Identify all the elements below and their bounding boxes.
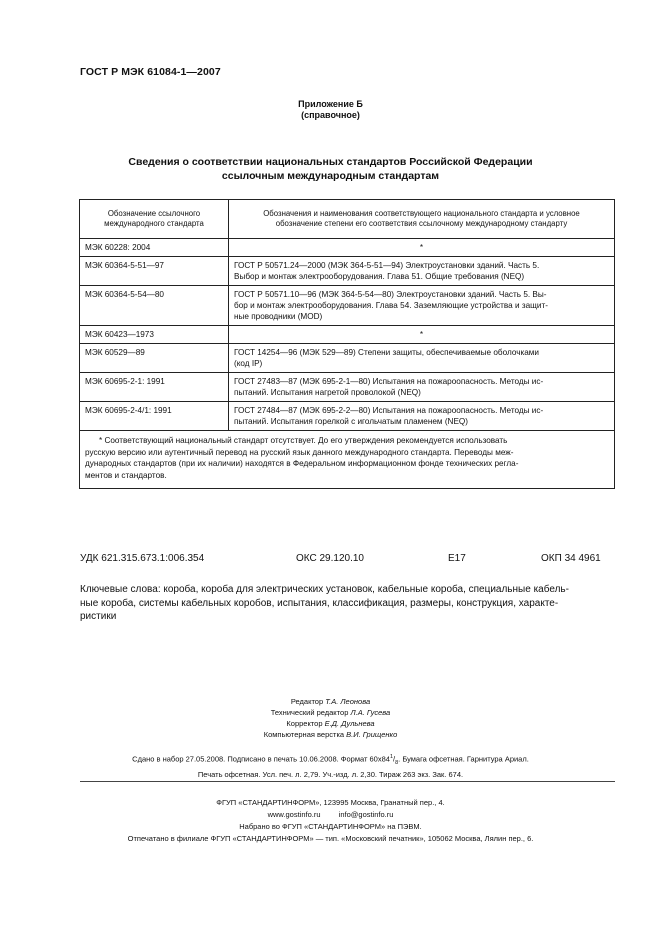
divider xyxy=(80,781,615,782)
national-standard-cell xyxy=(229,344,615,373)
header-line: Обозначения и наименования соответствующего национального стандарта и условное xyxy=(263,208,580,218)
publisher-website: www.gostinfo.ru xyxy=(267,810,321,819)
ref-standard-cell: МЭК 60695-2-1: 1991 xyxy=(80,373,229,402)
credit-role: Корректор xyxy=(286,719,323,728)
credit-name: Т.А. Леонова xyxy=(325,697,371,706)
print-info xyxy=(0,751,661,781)
note-line: дународных стандартов (при их наличии) находятся в Федеральном информационном фонде технических регла- xyxy=(85,459,519,468)
national-standard-cell xyxy=(229,257,615,286)
format-fraction-sub: 8 xyxy=(395,760,399,766)
publisher-address: ФГУП «СТАНДАРТИНФОРМ», 123995 Москва, Гранатный пер., 4. xyxy=(216,798,445,807)
credit-role: Компьютерная верстка xyxy=(263,730,345,739)
credit-role: Редактор xyxy=(290,697,324,706)
table-row xyxy=(80,239,615,257)
cell-line: бор и монтаж электрооборудования. Глава 54. Заземляющие устройства и защит- xyxy=(234,301,548,310)
credit-layout xyxy=(0,729,661,740)
keywords-line: Ключевые слова: короба, короба для электрических установок, кабельные короба, специальные кабель- xyxy=(80,584,569,595)
credit-name: В.И. Грищенко xyxy=(346,730,398,739)
table-row xyxy=(80,326,615,344)
ref-standard-cell: МЭК 60695-2-4/1: 1991 xyxy=(80,402,229,431)
e-code: Е17 xyxy=(448,553,466,564)
publisher-email: info@gostinfo.ru xyxy=(338,810,394,819)
national-standard-cell: * xyxy=(229,326,615,344)
cell-line: ные проводники (MOD) xyxy=(234,312,323,321)
cell-line: ГОСТ Р 50571.10—96 (МЭК 364-5-54—80) Электроустановки зданий. Часть 5. Вы- xyxy=(234,290,547,299)
publisher-contacts xyxy=(0,809,661,821)
cell-line: ГОСТ 27483—87 (МЭК 695-2-1—80) Испытания на пожароопасность. Методы ис- xyxy=(234,377,544,386)
credit-proofreader xyxy=(0,718,661,729)
publisher-info xyxy=(0,797,661,845)
table-row xyxy=(80,402,615,431)
keywords-line: ные короба, системы кабельных коробов, испытания, классификация, размеры, конструкция, характе- xyxy=(80,597,559,609)
udk-code: УДК 621.315.673.1:006.354 xyxy=(80,553,205,564)
publisher-printing: Отпечатано в филиале ФГУП «СТАНДАРТИНФОРМ» — тип. «Московский печатник», 105062 Москва, Лялин пер., 6. xyxy=(127,834,534,843)
national-standard-cell xyxy=(229,373,615,402)
credit-role: Технический редактор xyxy=(270,708,349,717)
col-header-reference xyxy=(80,200,229,239)
table-row xyxy=(80,344,615,373)
keywords xyxy=(80,583,615,624)
publisher-typesetting: Набрано во ФГУП «СТАНДАРТИНФОРМ» на ПЭВМ. xyxy=(239,822,422,831)
okp-code: ОКП 34 4961 xyxy=(541,553,601,564)
cell-line: ГОСТ Р 50571.24—2000 (МЭК 364-5-51—94) Электроустановки зданий. Часть 5. xyxy=(234,261,540,270)
keywords-line: ристики xyxy=(80,611,117,622)
cell-line: ГОСТ 14254—96 (МЭК 529—89) Степени защиты, обеспечиваемые оболочками xyxy=(234,348,540,357)
credit-tech-editor xyxy=(0,707,661,718)
ref-standard-cell: МЭК 60364-5-54—80 xyxy=(80,286,229,326)
credit-name: Е.Д. Дульнева xyxy=(324,719,375,728)
table-row xyxy=(80,286,615,326)
ref-standard-cell: МЭК 60529—89 xyxy=(80,344,229,373)
table-row xyxy=(80,257,615,286)
note-line: * Соответствующий национальный стандарт отсутствует. До его утверждения рекомендуется использовать xyxy=(99,436,508,445)
print-info-line2: Печать офсетная. Усл. печ. л. 2,79. Уч.-изд. л. 2,30. Тираж 263 экз. Зак. 674. xyxy=(197,770,464,779)
national-standard-cell xyxy=(229,286,615,326)
cell-line: (код IP) xyxy=(234,359,263,368)
cell-line: ГОСТ 27484—87 (МЭК 695-2-2—80) Испытания на пожароопасность. Методы ис- xyxy=(234,406,544,415)
print-info-text: Сдано в набор 27.05.2008. Подписано в печать 10.06.2008. Формат 60x84 xyxy=(132,754,390,764)
cell-line: Выбор и монтаж электрооборудования. Глава 51. Общие требования (NEQ) xyxy=(234,272,525,281)
header-line: международного стандарта xyxy=(104,219,204,228)
annex-title: Приложение Б xyxy=(298,99,363,109)
document-code: ГОСТ Р МЭК 61084-1—2007 xyxy=(80,66,221,78)
table-note-row xyxy=(80,431,615,489)
print-info-text: . Бумага офсетная. Гарнитура Ариал. xyxy=(398,754,529,764)
header-line: обозначение степени его соответствия ссылочному международному стандарту xyxy=(275,219,568,228)
annex-subtitle: (справочное) xyxy=(301,110,360,120)
header-line: Обозначение ссылочного xyxy=(107,208,201,218)
print-info-line1: Сдано в набор 27.05.2008. Подписано в печать 10.06.2008. Формат $60x84^1/_8$. Бумага офсетная. Гарнитура Ариал. xyxy=(132,754,529,766)
note-line: ментов и стандартов. xyxy=(85,470,167,480)
ref-standard-cell: МЭК 60228: 2004 xyxy=(80,239,229,257)
credit-editor xyxy=(0,696,661,707)
table-header-row xyxy=(80,200,615,239)
credits-block xyxy=(0,696,661,740)
note-line: русскую версию или аутентичный перевод на русский язык данного международного стандарта. Переводы меж- xyxy=(85,447,514,457)
section-heading-line1: Сведения о соответствии национальных стандартов Российской Федерации xyxy=(128,156,533,168)
oks-code: ОКС 29.120.10 xyxy=(296,553,364,564)
correspondence-table xyxy=(79,199,615,489)
national-standard-cell xyxy=(229,402,615,431)
col-header-national xyxy=(229,200,615,239)
ref-standard-cell: МЭК 60423—1973 xyxy=(80,326,229,344)
table-row xyxy=(80,373,615,402)
credit-name: Л.А. Гусева xyxy=(350,708,391,717)
table-note xyxy=(80,431,615,489)
format-fraction-sup: 1 xyxy=(389,754,393,760)
cell-line: пытаний. Испытания нагретой проволокой (NEQ) xyxy=(234,388,421,397)
national-standard-cell: * xyxy=(229,239,615,257)
ref-standard-cell: МЭК 60364-5-51—97 xyxy=(80,257,229,286)
section-heading-line2: ссылочным международным стандартам xyxy=(221,170,440,182)
cell-line: пытаний. Испытания горелкой с игольчатым пламенем (NEQ) xyxy=(234,417,469,426)
